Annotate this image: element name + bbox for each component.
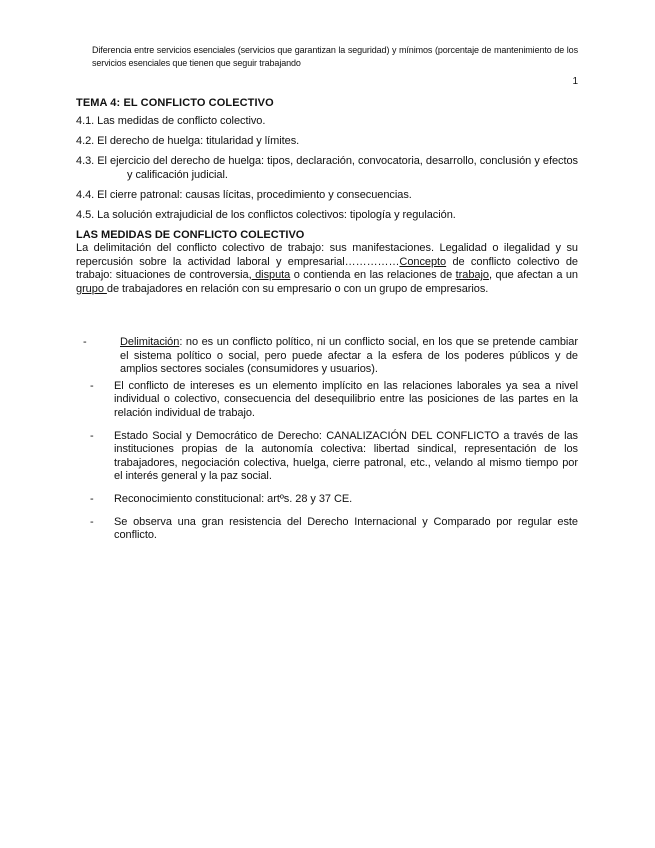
tema-topic-item: 4.2. El derecho de huelga: titularidad y límites. (76, 135, 300, 147)
bullet-text-delimitacion: : no es un conflicto político, ni un conflicto social, en los que se pretende cambiar el sistema político o social, pero puede afectar a la esfera de los poderes públicos y de amplios sectores sociales (consumidores y usuarios). (120, 336, 578, 376)
intro-underlined-trabajo: trabajo (455, 269, 489, 282)
bullet-text: Estado Social y Democrático de Derecho: CANALIZACIÓN DEL CONFLICTO a través de las instituciones propias de la autonomía colectiva: libertad sindical, representación de los trabajadores, negociación colectiva, huelga, cierre patronal, etc., velando al mismo tiempo por el interés general y la paz social. (114, 429, 578, 483)
bullet-text: Se observa una gran resistencia del Derecho Internacional y Comparado por regular este conflicto. (114, 515, 578, 542)
bullet-list (80, 336, 578, 552)
bullet-label-delimitacion: Delimitación (120, 336, 180, 348)
bullet-item-delimitacion (80, 336, 578, 377)
bullet-text (120, 336, 578, 377)
bullet-dash: - (90, 492, 94, 505)
page-number: 1 (572, 76, 578, 87)
tema-topic-item: 4.3. El ejercicio del derecho de huelga: tipos, declaración, convocatoria, desarrollo, conclusión y efectos y calificación judicial. (76, 155, 578, 181)
section-title: LAS MEDIDAS DE CONFLICTO COLECTIVO (76, 229, 305, 241)
bullet-item-reconocimiento (80, 493, 578, 507)
bullet-dash: - (90, 379, 94, 392)
tema-topic-item: 4.1. Las medidas de conflicto colectivo. (76, 115, 266, 127)
tema-title: TEMA 4: EL CONFLICTO COLECTIVO (76, 97, 274, 109)
header-note: Diferencia entre servicios esenciales (servicios que garantizan la seguridad) y mínimos (porcentaje de mantenimiento de los servicios esenciales que tienen que seguir trabajando (92, 45, 578, 68)
bullet-dash: - (90, 429, 94, 442)
intro-text: o contienda en las relaciones de (290, 269, 456, 282)
bullet-item-conflicto-intereses (80, 380, 578, 421)
tema-topic-item: 4.5. La solución extrajudicial de los conflictos colectivos: tipología y regulación. (76, 209, 456, 221)
tema-topic-list (76, 114, 578, 228)
intro-underlined-concepto: Concepto (399, 255, 447, 268)
intro-paragraph (76, 242, 578, 296)
intro-text: , que afectan a un (488, 269, 578, 282)
bullet-item-resistencia (80, 516, 578, 543)
bullet-dash: - (83, 336, 87, 348)
intro-underlined-disputa: disputa (251, 269, 291, 282)
intro-underlined-grupo: grupo (76, 282, 107, 295)
bullet-text: El conflicto de intereses es un elemento implícito en las relaciones laborales ya sea a nivel individual o colectivo, consecuencia del desequilibrio entre las posiciones de las partes en la relación individual de trabajo. (114, 379, 578, 419)
intro-text: de conflicto colectivo de trabajo: situaciones de controversia, (76, 255, 578, 282)
bullet-text: Reconocimiento constitucional: artºs. 28 y 37 CE. (114, 492, 353, 505)
intro-text: de trabajadores en relación con su empresario o con un grupo de empresarios. (106, 282, 489, 295)
intro-text: La delimitación del conflicto colectivo de trabajo: sus manifestaciones. Legalidad o ilegalidad y su repercusión sobre la actividad laboral y empresarial…………… (76, 242, 578, 268)
bullet-dash: - (90, 515, 94, 528)
bullet-item-estado-social (80, 430, 578, 484)
tema-topic-item: 4.4. El cierre patronal: causas lícitas, procedimiento y consecuencias. (76, 189, 412, 201)
